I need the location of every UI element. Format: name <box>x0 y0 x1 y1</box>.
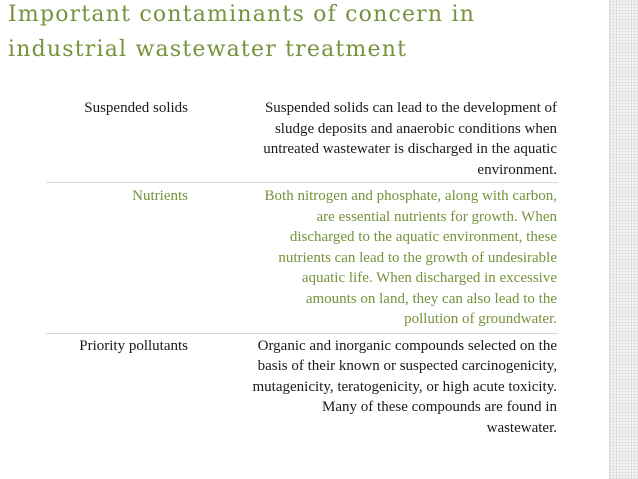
description-suspended-solids <box>200 98 557 180</box>
description-line: discharged to the aquatic environment, these <box>289 229 557 245</box>
description-line: Suspended solids can lead to the development of <box>264 100 557 116</box>
description-line: sludge deposits and anaerobic conditions when <box>274 120 557 137</box>
term-suspended-solids: Suspended solids <box>84 100 188 116</box>
description-line: mutagenicity, teratogenicity, or high acute toxicity. <box>252 378 557 395</box>
description-line: Both nitrogen and phosphate, along with carbon, <box>264 188 557 204</box>
contaminants-table <box>46 98 558 439</box>
term-nutrients: Nutrients <box>132 188 188 204</box>
table-row <box>46 98 558 183</box>
description-line: Organic and inorganic compounds selected on the <box>257 337 557 354</box>
term-priority-pollutants: Priority pollutants <box>79 337 188 354</box>
description-nutrients <box>200 186 557 330</box>
table-row <box>46 183 558 334</box>
decorative-side-bar <box>609 0 638 479</box>
description-line: basis of their known or suspected carcinogenicity, <box>257 358 557 374</box>
description-line: environment. <box>477 161 557 178</box>
description-line: amounts on land, they can also lead to the <box>305 290 557 307</box>
description-line: aquatic life. When discharged in excessive <box>301 270 557 286</box>
description-line: are essential nutrients for growth. When <box>316 208 557 225</box>
slide-title-line-1: Important contaminants of concern in <box>8 2 476 27</box>
description-priority-pollutants <box>200 336 557 439</box>
description-line: wastewater. <box>486 419 557 436</box>
description-line: nutrients can lead to the growth of undesirable <box>278 249 557 266</box>
description-line: pollution of groundwater. <box>404 311 557 327</box>
description-line: untreated wastewater is discharged in the aquatic <box>263 141 557 157</box>
description-line: Many of these compounds are found in <box>322 399 557 415</box>
table-row <box>46 334 558 440</box>
slide-title-line-2: industrial wastewater treatment <box>8 37 408 62</box>
